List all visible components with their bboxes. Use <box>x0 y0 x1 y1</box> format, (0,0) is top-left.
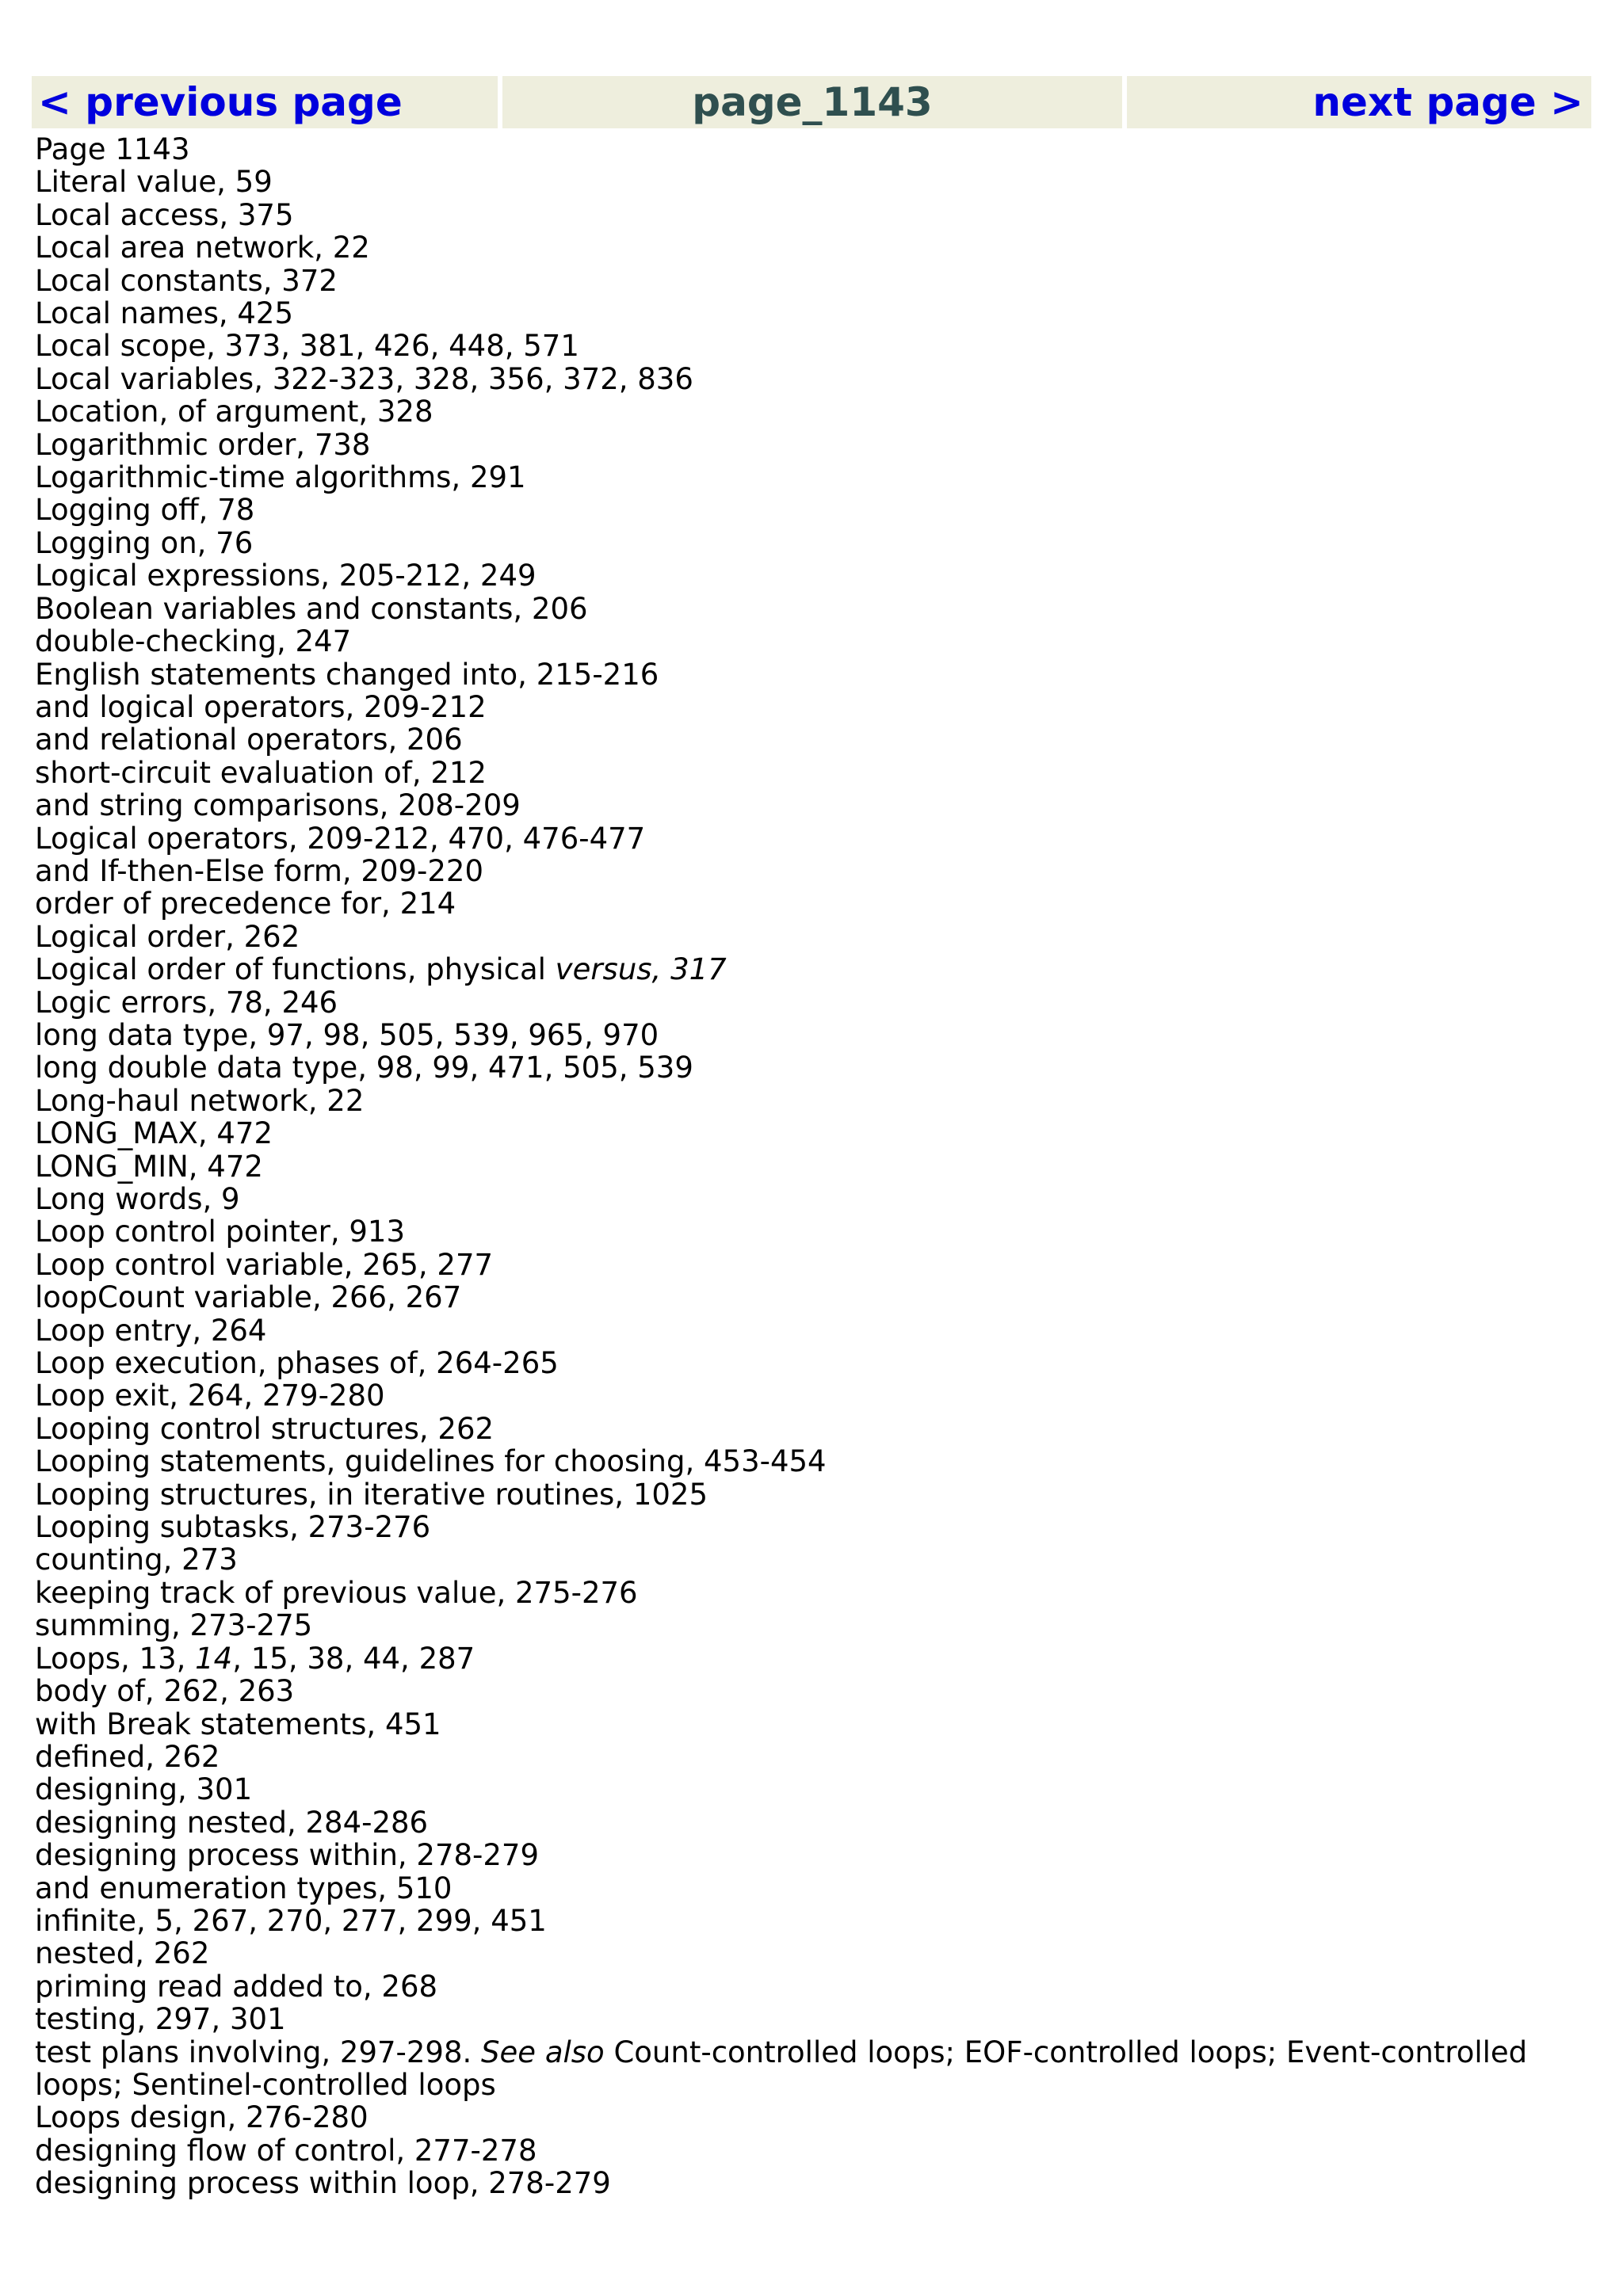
index-entry: defined, 262 <box>35 1739 220 1774</box>
index-entry: LONG_MIN, 472 <box>35 1149 263 1184</box>
index-entry: testing, 297, 301 <box>35 2002 286 2037</box>
entry-text: Count-controlled loops; EOF-controlled loops; Event-controlled loops; Sentinel-controlled loops <box>35 2035 1528 2102</box>
index-entry: Local scope, 373, 381, 426, 448, 571 <box>35 329 579 364</box>
index-entry: loopCount variable, 266, 267 <box>35 1280 462 1315</box>
index-entry: Local area network, 22 <box>35 231 370 265</box>
index-entry: Logical expressions, 205-212, 249 <box>35 559 537 593</box>
index-entry: and enumeration types, 510 <box>35 1871 453 1905</box>
index-entry: Long words, 9 <box>35 1182 240 1216</box>
page-label: page_1143 <box>502 76 1122 128</box>
index-entry <box>35 2036 1588 2102</box>
index-entry: Logging on, 76 <box>35 525 254 560</box>
index-entry: Literal value, 59 <box>35 165 273 200</box>
index-entry: designing, 301 <box>35 1772 253 1807</box>
previous-page-link[interactable]: < previous page <box>32 76 498 128</box>
index-entry: and If-then-Else form, 209-220 <box>35 853 484 888</box>
index-entry: Local variables, 322-323, 328, 356, 372, 836 <box>35 361 693 396</box>
index-entry: Local access, 375 <box>35 197 294 232</box>
entry-text: Loops, 13, <box>35 1641 196 1676</box>
index-entry: Loop execution, phases of, 264-265 <box>35 1346 559 1381</box>
entry-italic-text: 14 <box>195 1641 233 1676</box>
index-entry: Boolean variables and constants, 206 <box>35 591 588 626</box>
index-entry: Logic errors, 78, 246 <box>35 985 338 1020</box>
index-entry: priming read added to, 268 <box>35 1969 438 2004</box>
index-entry: Loops design, 276-280 <box>35 2100 369 2135</box>
index-entry: Looping statements, guidelines for choosing, 453-454 <box>35 1444 827 1479</box>
index-entry: designing flow of control, 277-278 <box>35 2133 537 2168</box>
next-page-link[interactable]: next page > <box>1127 76 1591 128</box>
entry-text: Logical order of functions, physical <box>35 952 556 987</box>
index-content <box>35 133 1588 2200</box>
entry-text: , 15, 38, 44, 287 <box>232 1641 475 1676</box>
index-entry: Logging off, 78 <box>35 493 255 528</box>
index-entry: infinite, 5, 267, 270, 277, 299, 451 <box>35 1903 547 1938</box>
page-navigation <box>32 76 1591 128</box>
index-entry: order of precedence for, 214 <box>35 887 456 921</box>
index-entry: Looping subtasks, 273-276 <box>35 1510 431 1545</box>
index-entry: body of, 262, 263 <box>35 1674 295 1709</box>
entry-text: test plans involving, 297-298. <box>35 2035 482 2069</box>
index-entry: Loop control variable, 265, 277 <box>35 1247 494 1282</box>
index-entry: and logical operators, 209-212 <box>35 689 487 724</box>
index-entry: and relational operators, 206 <box>35 723 463 757</box>
index-entry <box>35 1642 1588 1675</box>
index-entry: Loop control pointer, 913 <box>35 1215 405 1249</box>
index-entry: Location, of argument, 328 <box>35 395 433 429</box>
index-entry: counting, 273 <box>35 1543 238 1577</box>
index-entry: keeping track of previous value, 275-276 <box>35 1575 638 1610</box>
index-entry: nested, 262 <box>35 1936 210 1971</box>
index-entry: with Break statements, 451 <box>35 1707 441 1741</box>
index-entry: double-checking, 247 <box>35 624 352 659</box>
index-entry: and string comparisons, 208-209 <box>35 788 521 823</box>
index-entry: long data type, 97, 98, 505, 539, 965, 970 <box>35 1017 659 1052</box>
index-entry: Loop exit, 264, 279-280 <box>35 1379 385 1413</box>
index-entry: designing process within, 278-279 <box>35 1838 540 1873</box>
index-entry: Logarithmic-time algorithms, 291 <box>35 460 526 495</box>
index-entry: Logical order, 262 <box>35 919 300 954</box>
index-entry <box>35 953 1588 986</box>
index-entry: Local constants, 372 <box>35 263 338 298</box>
index-entry: Logical operators, 209-212, 470, 476-477 <box>35 821 646 856</box>
entry-italic-text: versus, 317 <box>555 952 727 987</box>
entry-italic-text: See also <box>481 2035 605 2069</box>
page-heading: Page 1143 <box>35 132 190 166</box>
index-entry: summing, 273-275 <box>35 1608 313 1643</box>
index-entry: designing process within loop, 278-279 <box>35 2166 611 2201</box>
index-entry: LONG_MAX, 472 <box>35 1116 273 1151</box>
index-entry: Logarithmic order, 738 <box>35 427 371 462</box>
index-entry: designing nested, 284-286 <box>35 1805 429 1840</box>
index-entry: Long-haul network, 22 <box>35 1083 365 1118</box>
index-entry: long double data type, 98, 99, 471, 505, 539 <box>35 1051 693 1085</box>
index-entry: Looping structures, in iterative routines, 1025 <box>35 1477 708 1512</box>
index-entry: Looping control structures, 262 <box>35 1411 495 1446</box>
index-entry: short-circuit evaluation of, 212 <box>35 755 487 790</box>
index-entry: Local names, 425 <box>35 296 294 331</box>
index-entry: Loop entry, 264 <box>35 1313 267 1348</box>
index-entry: English statements changed into, 215-216 <box>35 657 659 692</box>
